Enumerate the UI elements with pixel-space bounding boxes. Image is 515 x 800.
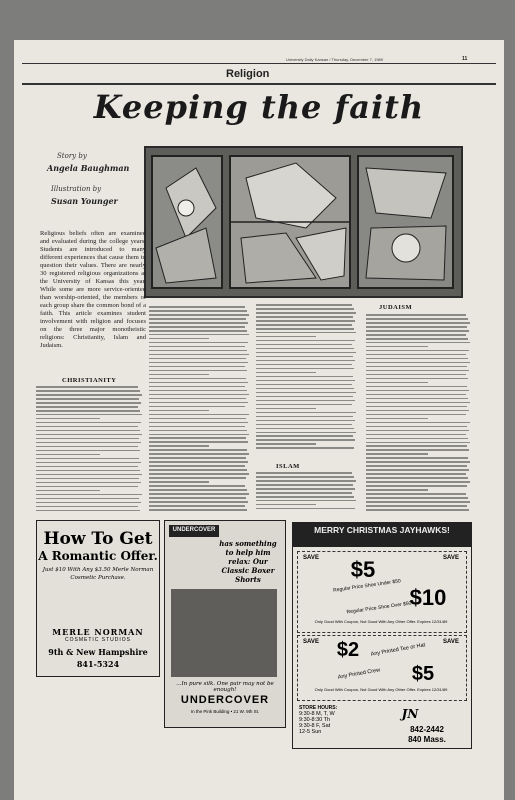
text-line: [36, 506, 138, 508]
coupon-2-save-left: SAVE: [303, 639, 319, 645]
text-line: [149, 334, 249, 336]
store-logo: JN: [401, 707, 419, 721]
text-line: [36, 418, 100, 420]
text-line: [256, 348, 354, 350]
text-line: [36, 410, 140, 412]
text-line: [149, 318, 246, 320]
text-line: [256, 508, 355, 510]
text-line: [366, 338, 468, 340]
coupon-4-offer: Any Printed Crew: [337, 667, 381, 681]
illustration-by-label: Illustration by: [51, 185, 102, 193]
text-line: [36, 502, 141, 504]
text-line: [36, 470, 140, 472]
coupon-3-amount: $2: [336, 639, 360, 661]
text-line: [36, 462, 141, 464]
text-line: [366, 469, 469, 471]
text-line: [149, 493, 249, 495]
text-line: [366, 394, 466, 396]
text-line: [149, 410, 209, 412]
text-line: [256, 344, 352, 346]
text-line: [149, 430, 247, 432]
newspaper-page: [14, 40, 504, 800]
store-hours-3: 9:30-8 F, Sat: [299, 723, 331, 729]
text-line: [149, 505, 245, 507]
store-hours-2: 9:30-8:30 Th: [299, 717, 331, 723]
text-line: [366, 434, 466, 436]
store-hours-1: 9:30-8 M, T, W: [299, 711, 335, 717]
text-line: [366, 445, 467, 447]
jayhawks-banner: MERRY CHRISTMAS JAYHAWKS!: [314, 525, 450, 535]
text-line: [36, 398, 139, 400]
text-line: [366, 314, 466, 316]
subhead-judaism: JUDAISM: [379, 304, 413, 311]
text-line: [366, 350, 469, 352]
text-line: [149, 366, 245, 368]
text-line: [256, 432, 356, 434]
text-line: [256, 416, 353, 418]
text-line: [256, 336, 316, 338]
text-line: [256, 428, 354, 430]
text-line: [149, 441, 248, 443]
text-line: [366, 449, 469, 451]
text-line: [149, 465, 245, 467]
text-line: [256, 372, 316, 374]
text-line: [366, 457, 468, 459]
undercover-photo: [171, 589, 277, 677]
text-line: [366, 402, 470, 404]
date-line: University Daily Kansan / Thursday, December 7, 1989: [286, 57, 384, 62]
text-line: [36, 386, 138, 388]
page-header: [14, 51, 504, 67]
text-line: [149, 402, 248, 404]
text-line: [36, 446, 138, 448]
merle-norman-ad: [36, 520, 160, 677]
text-line: [366, 374, 466, 376]
text-line: [149, 497, 246, 499]
text-line: [149, 374, 209, 376]
text-line: [256, 496, 354, 498]
text-line: [366, 485, 467, 487]
text-line: [36, 422, 141, 424]
text-line: [149, 477, 246, 479]
text-line: [366, 358, 468, 360]
text-line: [36, 450, 140, 452]
text-line: [149, 378, 246, 380]
text-line: [36, 486, 138, 488]
makeup-brand: MERLE NORMAN: [52, 627, 144, 637]
text-line: [366, 442, 470, 444]
text-line: [256, 500, 356, 502]
text-line: [149, 406, 245, 408]
text-line: [149, 418, 246, 420]
text-line: [36, 434, 142, 436]
text-line: [366, 418, 428, 420]
text-line: [149, 342, 248, 344]
text-line: [256, 328, 354, 330]
text-line: [256, 324, 352, 326]
text-line: [256, 360, 355, 362]
text-line: [366, 477, 468, 479]
text-line: [256, 340, 355, 342]
text-line: [36, 474, 142, 476]
text-line: [366, 346, 428, 348]
text-line: [256, 312, 356, 314]
text-line: [149, 354, 249, 356]
text-line: [256, 308, 354, 310]
text-line: [36, 430, 140, 432]
text-line: [256, 352, 356, 354]
makeup-offer-2: Cosmetic Purchase.: [70, 575, 126, 581]
store-hours: [299, 705, 359, 735]
text-line: [256, 388, 354, 390]
text-line: [256, 492, 352, 494]
text-line: [149, 306, 245, 308]
text-line: [366, 326, 467, 328]
story-by-label: Story by: [57, 152, 87, 160]
feature-title: Keeping the faith: [93, 88, 425, 126]
store-address: 840 Mass.: [408, 735, 446, 744]
text-line: [366, 426, 467, 428]
text-line: [36, 426, 138, 428]
text-line: [256, 480, 356, 482]
text-line: [36, 442, 141, 444]
text-line: [36, 406, 138, 408]
text-line: [256, 376, 353, 378]
text-line: [366, 382, 428, 384]
text-line: [366, 318, 468, 320]
text-line: [256, 332, 356, 334]
text-line: [149, 370, 247, 372]
text-line: [149, 469, 247, 471]
text-line: [366, 378, 468, 380]
text-line: [256, 316, 353, 318]
text-line: [256, 384, 352, 386]
text-line: [256, 304, 352, 306]
coupon-2-offer: Regular Price Shoe Over $50: [346, 600, 412, 616]
coupon-2-amount: $10: [409, 585, 447, 610]
text-line: [149, 398, 246, 400]
coupon-1-fine-print: Only Good With Coupon, Not Good With Any Other Offer. Expires 12/31/89: [314, 619, 448, 624]
text-line: [256, 320, 355, 322]
text-line: [36, 498, 139, 500]
text-line: [256, 484, 353, 486]
text-line: [36, 438, 139, 440]
text-line: [256, 476, 354, 478]
text-line: [366, 322, 470, 324]
text-line: [256, 412, 356, 414]
coupon-2-fine-print: Only Good With Coupon, Not Good With Any Other Offer. Expires 12/31/89: [314, 687, 448, 692]
text-line: [149, 326, 245, 328]
makeup-brand-sub: COSMETIC STUDIOS: [64, 637, 131, 643]
makeup-address: 9th & New Hampshire: [48, 647, 148, 657]
text-line: [366, 366, 467, 368]
text-line: [149, 473, 249, 475]
text-line: [256, 408, 316, 410]
text-line: [366, 354, 466, 356]
text-line: [366, 370, 469, 372]
text-line: [256, 439, 355, 441]
text-line: [149, 314, 249, 316]
lead-paragraph: [40, 230, 146, 350]
text-line: [149, 453, 249, 455]
text-line: [256, 380, 355, 382]
text-line: [366, 330, 469, 332]
text-line: [36, 466, 138, 468]
text-line: [366, 342, 470, 344]
subhead-islam: ISLAM: [276, 463, 300, 470]
section-title: Religion: [226, 68, 270, 80]
text-line: [256, 400, 355, 402]
text-line: [366, 398, 468, 400]
text-line: [256, 356, 353, 358]
text-line: [366, 386, 467, 388]
text-line: [149, 330, 247, 332]
text-line: [366, 334, 466, 336]
article-column-3: [256, 304, 356, 454]
text-line: [149, 434, 249, 436]
text-line: [36, 454, 100, 456]
text-line: [149, 509, 247, 511]
text-line: [366, 501, 470, 503]
text-line: [36, 458, 139, 460]
header-rule: [22, 63, 496, 64]
text-line: [366, 390, 469, 392]
coupon-1-save-left: SAVE: [303, 555, 319, 561]
text-line: [256, 504, 316, 506]
text-line: [36, 490, 100, 492]
text-line: [149, 457, 246, 459]
page-number: 11: [462, 56, 468, 62]
text-line: [149, 489, 247, 491]
text-line: [149, 394, 249, 396]
lead-text: Religious beliefs often are examined and evaluated during the college years. Students are introduced to many different experiences that cause them to question their values. There are nearly 30 registered religious organizations at the University of Kansas this year. While some are more service-oriented than worship-oriented, the members of each group share the common bond of a faith. This article examines student involvement with religion and focuses on the three major monotheistic religions: Christianity, Islam and Judaism.: [40, 230, 146, 349]
text-line: [256, 488, 355, 490]
makeup-headline-1: How To Get: [43, 529, 153, 549]
article-column-3b: [256, 472, 356, 514]
text-line: [149, 386, 245, 388]
text-line: [366, 430, 469, 432]
article-column-1: [36, 386, 142, 514]
text-line: [366, 438, 468, 440]
section-rule: [22, 83, 496, 85]
makeup-phone: 841-5324: [76, 659, 120, 669]
undercover-location: In the Pink Building • 21 W. 9th St.: [190, 709, 260, 714]
text-line: [366, 489, 428, 491]
article-column-2: [149, 306, 249, 514]
text-line: [36, 478, 139, 480]
text-line: [366, 406, 467, 408]
coupon-2-save-right: SAVE: [443, 639, 459, 645]
illustrator-name: Susan Younger: [51, 196, 118, 206]
text-line: [149, 501, 248, 503]
undercover-tagline: ...In pure silk. One pair may not be enough!: [176, 681, 274, 693]
text-line: [149, 362, 248, 364]
text-line: [149, 322, 248, 324]
undercover-logo-top: UNDERCOVER: [172, 527, 216, 533]
text-line: [149, 390, 247, 392]
text-line: [149, 414, 249, 416]
text-line: [36, 510, 140, 512]
text-line: [366, 410, 469, 412]
text-line: [256, 443, 316, 445]
undercover-logo-bottom: UNDERCOVER: [180, 694, 270, 706]
text-line: [256, 435, 353, 437]
text-line: [256, 447, 354, 449]
text-line: [149, 358, 246, 360]
text-line: [149, 338, 209, 340]
text-line: [366, 453, 428, 455]
text-line: [36, 402, 141, 404]
text-line: [366, 414, 466, 416]
text-line: [256, 424, 352, 426]
text-line: [149, 422, 248, 424]
coupon-3-offer: Any Printed Tee or Hat: [370, 642, 426, 658]
author-name: Angela Baughman: [47, 163, 130, 173]
text-line: [256, 392, 356, 394]
text-line: [366, 473, 466, 475]
text-line: [149, 449, 247, 451]
text-line: [366, 497, 468, 499]
text-line: [149, 485, 245, 487]
text-line: [256, 364, 352, 366]
undercover-ad: [164, 520, 286, 728]
store-phone: 842-2442: [410, 725, 444, 734]
text-line: [256, 396, 353, 398]
text-line: [366, 362, 470, 364]
text-line: [36, 390, 140, 392]
stained-glass-illustration: [144, 146, 463, 298]
text-line: [36, 482, 141, 484]
text-line: [366, 461, 470, 463]
text-line: [149, 437, 246, 439]
text-line: [256, 472, 352, 474]
undercover-bubble: has something to help him relax: Our Classic Boxer Shorts: [219, 539, 277, 584]
text-line: [149, 382, 248, 384]
text-line: [256, 368, 354, 370]
subhead-christianity: CHRISTIANITY: [62, 377, 117, 384]
text-line: [36, 394, 142, 396]
text-line: [149, 426, 245, 428]
store-hours-title: STORE HOURS:: [299, 705, 338, 711]
jayhawks-coupon-ad: [292, 522, 472, 749]
article-column-4: [366, 314, 470, 514]
text-line: [366, 509, 469, 511]
text-line: [149, 481, 209, 483]
text-line: [256, 420, 355, 422]
text-line: [149, 310, 247, 312]
text-line: [149, 461, 248, 463]
text-line: [366, 505, 467, 507]
text-line: [366, 422, 470, 424]
text-line: [149, 445, 209, 447]
store-hours-4: 12-5 Sun: [299, 729, 322, 735]
text-line: [36, 494, 142, 496]
coupon-1-amount: $5: [350, 557, 376, 582]
text-line: [149, 350, 247, 352]
text-line: [256, 404, 352, 406]
coupon-1-save-right: SAVE: [443, 555, 459, 561]
text-line: [36, 414, 142, 416]
makeup-offer: Just $10 With Any $3.50 Merle Norman: [42, 567, 154, 573]
text-line: [149, 346, 245, 348]
text-line: [366, 481, 470, 483]
makeup-headline-2: A Romantic Offer.: [38, 549, 158, 563]
coupon-4-amount: $5: [411, 663, 435, 685]
text-line: [366, 465, 467, 467]
coupon-1-offer: Regular Price Shoe Under $50: [332, 578, 402, 594]
text-line: [366, 493, 466, 495]
